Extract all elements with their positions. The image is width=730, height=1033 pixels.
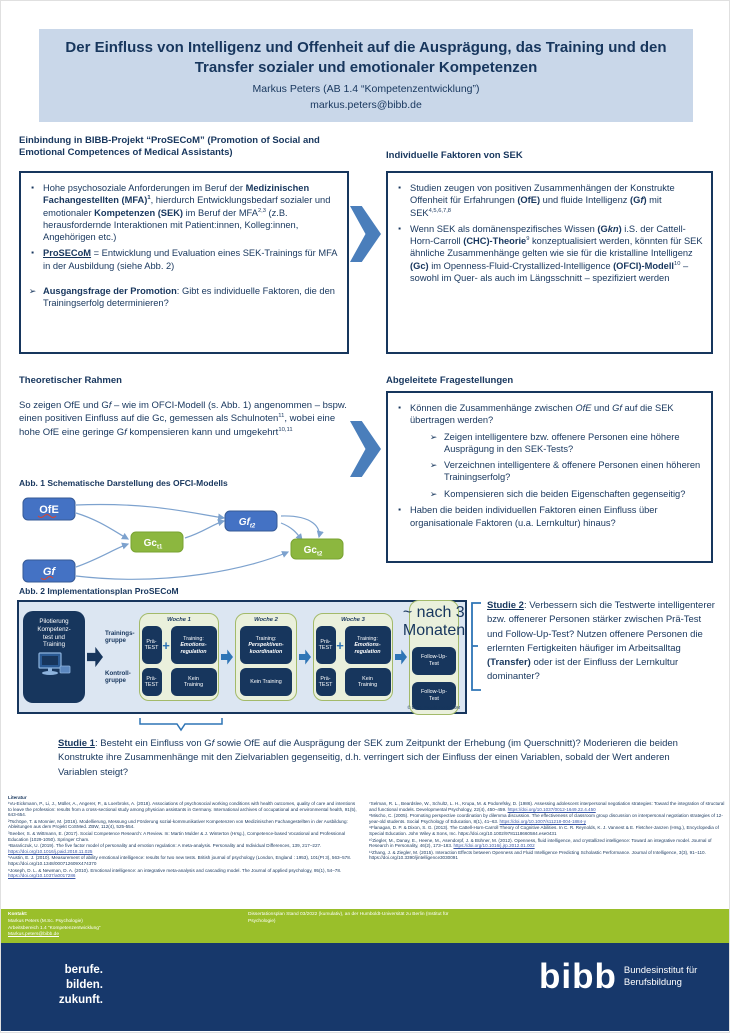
reference: ²Tschöpe, T. & Monnier, M. (2016). Modellierung, Messung und Förderung sozial-kommunikativer Kompetenzen von Medizinischen Fachangestellten in der Ausbildung: Ableitungen aus dem Projekt CoSMed. ZBW, 112(4), 525-554.: [8, 818, 348, 830]
follow-up-test-box: Follow-Up- Test: [412, 682, 456, 710]
factors-bullet-1-text: Studien zeugen von positiven Zusammenhängen der Konstrukte Offenheit für Erfahrungen (OfE) und fluide Intelligenz (Gf) mit SEK$^{4,5,6,7,8}$: [410, 183, 675, 218]
ofci-model-diagram: [19, 490, 351, 586]
ofci-node-gc-t2: [291, 539, 343, 559]
square-bullet-icon: ▪: [398, 183, 401, 192]
doi-link[interactable]: https://doi.org/10.1016/j.paid.2018.11.025: [8, 848, 93, 854]
poster-title-line2: Transfer sozialer und emotionaler Kompetenzen: [194, 59, 538, 77]
ofci-node-ofe: [23, 498, 75, 520]
doi-link[interactable]: https://doi.org/10.1016/j.jrp.2012.01.002: [453, 843, 535, 849]
arrowhead-bullet-icon: ➢: [429, 488, 438, 499]
implementation-plan-diagram: [17, 600, 467, 714]
svg-text:OfE: OfE: [39, 504, 59, 516]
week1-title: Woche 1: [167, 616, 191, 623]
training-perspective-box: Training: Perspektiven- koordination: [240, 626, 292, 664]
control-group-label: Kontroll- gruppe: [105, 669, 131, 684]
intro-bullet-3-text: Ausgangsfrage der Promotion: Gibt es individuelle Faktoren, die den Trainingserfolg determinieren?: [43, 285, 335, 309]
flow-arrow-icon: [221, 648, 233, 666]
reference: ⁵Austin, E. J. (2010). Measurement of ability emotional intelligence: results for two new tests. British journal of psychology (London, England : 1953), 101(Pt 3), 563–578. https://doi.org/10.1348/000712609X474370: [8, 855, 352, 866]
theory-heading: Theoretischer Rahmen: [19, 375, 122, 386]
plus-icon: [336, 639, 344, 652]
follow-up-title: ~ nach 3 Monaten: [402, 603, 466, 639]
question-bullet-2: [394, 504, 703, 529]
svg-text:Gct1: $Gc_{t1}$: [143, 538, 163, 551]
pretest-box: Prä- TEST: [142, 668, 162, 696]
arrowhead-bullet-icon: ➢: [28, 285, 37, 296]
bibb-logo: [539, 957, 698, 996]
intro-box: [19, 171, 349, 354]
question-sub-2-text: Verzeichnen intelligentere & offenere Personen einen höheren Trainingserfolg?: [444, 460, 701, 483]
question-sub-3: [428, 488, 703, 501]
ofci-paths: [76, 504, 319, 579]
no-training-box: Kein Training: [240, 668, 292, 696]
intro-bullet-1-text: Hohe psychosoziale Anforderungen im Beruf der Medizinischen Fachangestellten (MFA)$^1$, hierdurch Entwicklungsbedarf sozialer und emotionaler Kompetenzen (SEK) im Beruf der MFA$^{2,3}$ (z.B. herausfordernde Interaktionen mit Patient:innen, Kolleg:innen, Angehörigen etc.): [43, 183, 331, 243]
ofci-node-gc-t1: [131, 532, 183, 552]
contact-heading: Kontakt:: [8, 912, 28, 917]
week2-title: Woche 2: [254, 616, 278, 623]
fig2-copyright: © BIBB, Projekt ProSECoM: [407, 705, 460, 710]
factors-heading: Individuelle Faktoren von SEK: [386, 150, 523, 161]
chevron-right-icon: [350, 421, 381, 477]
question-sub-3-text: Kompensieren sich die beiden Eigenschaften gegenseitig?: [444, 488, 686, 499]
doi-link[interactable]: https://doi.org/10.1007/s11218-004-1884-y: [499, 818, 586, 824]
ofci-node-gf-t2: [225, 511, 277, 531]
arrowhead-bullet-icon: ➢: [429, 431, 438, 442]
author-email[interactable]: markus.peters@bibb.de: [310, 98, 422, 111]
reference: ¹⁰Ziegler, M., Danay, E., Heene, M., Asendorpf, J. & Bühner, M. (2012). Openness, fluid intelligence, and crystallized intelligence: Toward an integrative model. Journal of Research in Personality, 46(2), 173–183. https://doi.org/10.1016/j.jrp.2012.01.002: [369, 837, 712, 849]
square-bullet-icon: ▪: [398, 403, 401, 412]
intro-bullet-3: [27, 285, 339, 310]
svg-text:Gct2: $Gc_{t2}$: [303, 545, 323, 558]
flow-arrow-icon: [395, 648, 407, 666]
pretest-box: Prä- TEST: [316, 668, 336, 696]
study2-paragraph: Studie 2: Verbessern sich die Testwerte intelligenterer bzw. offenerer Personen stärker zwischen Prä-Test und Follow-Up-Test? Nutzen offenere Personen die erlernten Fertigkeiten häufiger im Arbeitsalltag (Transfer) oder ist der Einfluss der Lernkultur dominanter?: [487, 600, 715, 683]
reference: ⁹Flanagan, D. P. & Dixon, S. G. (2013). The Cattell-Horn-Carroll Theory of Cognitive Abilities. In C. R. Reynolds, K. J. Vannest & E. Fletcher-Janzen (Hrsg.), Encyclopedia of Special Education. John Wiley & Sons, Inc. https://doi.org/10.1002/9781118660584.ese0431: [369, 825, 719, 836]
square-bullet-icon: ▪: [31, 248, 34, 258]
factors-box: [386, 171, 713, 354]
week3-title: Woche 3: [341, 616, 365, 623]
theory-paragraph: So zeigen OfE und Gf – wie im OFCI-Modell (s. Abb. 1) angenommen – bspw. einen positiven Einfluss auf die Gc, gemessen als Schulnoten$^{11}$, wobei eine hohe OfE eine geringe Gf kompensieren kann und umgekehrt$^{10,11}$: [19, 400, 347, 438]
intro-heading: Einbindung in BIBB-Projekt “ProSECoM” (Promotion of Social and Emotional Competences of Medical Assistants): [19, 135, 320, 159]
literature-right-column: [369, 801, 726, 862]
reference: ⁸Mischo, C. (2005). Promoting perspective coordination by dilemma discussion. The effectiveness of classroom group discussion on interpersonal negotiation strategies of 12-year-old students. Social Psychology of Education, 8(1), 41–63. https://doi.org/10.1007/s11218-004-1884-y: [369, 813, 723, 824]
footer: [1, 943, 730, 1031]
contact-band: [1, 909, 730, 943]
computer-icon: [36, 652, 72, 678]
doi-link[interactable]: https://doi.org/10.1037/0012-1649.22.4.450: [507, 806, 596, 812]
pretest-box: Prä- TEST: [142, 626, 162, 664]
no-training-box: Kein Training: [171, 668, 217, 696]
question-sub-1-text: Zeigen intelligentere bzw. offenere Personen eine höhere Ausprägung in den SEK-Tests?: [444, 431, 680, 454]
follow-up-test-box: Follow-Up- Test: [412, 647, 456, 675]
training-emotion-box: Training: Emotions- regulation: [171, 626, 217, 664]
contact-unit: Arbeitsbereich 1.4 “Kompetenzentwicklung”: [8, 925, 101, 931]
svg-text:Gft2: $Gf_{t2}$: [238, 517, 256, 530]
poster-header: [39, 29, 693, 122]
bibb-org-name: Bundesinstitut für Berufsbildung: [623, 965, 698, 988]
question-bullet-2-text: Haben die beiden individuellen Faktoren einen Einfluss über organisationale Faktoren (u.a. Lernkultur) hinaus?: [410, 505, 658, 528]
contact-email[interactable]: Markus.peters@bibb.de: [8, 932, 59, 938]
reference: ⁶Joseph, D. L. & Newman, D. A. (2010). Emotional intelligence: an integrative meta-analysis and cascading model. The Journal of applied psychology, 95(1), 54–78. https://doi.org/10.1037/a0017286: [8, 867, 342, 879]
square-bullet-icon: ▪: [31, 183, 34, 192]
week2-box: [235, 613, 297, 702]
question-bullet-1-text: Können die Zusammenhänge zwischen OfE und Gf auf die SEK übertragen werden?: [410, 403, 674, 426]
question-sub-1: [428, 431, 703, 456]
literature-left-column: [8, 801, 360, 880]
no-training-box: Kein Training: [345, 668, 391, 696]
pretest-box: Prä- TEST: [316, 626, 336, 664]
intro-bullet-2: [27, 247, 339, 272]
bibb-logo-wordmark: bibb: [539, 957, 617, 996]
ofci-node-gf: [23, 560, 75, 582]
reference: ¹¹Zhang, J. & Ziegler, M. (2015). Interaction Effects between Openness and Fluid Intelligence Predicting Scholastic Performance. Journal of Intelligence, 3(3), 91–110. https://doi.org/10.3390/jintelligence3030091: [369, 849, 706, 861]
week3-box: [313, 613, 393, 702]
square-bullet-icon: ▪: [398, 505, 401, 515]
contact-name: Markus Peters (M.Sc. Psychologie): [8, 918, 83, 924]
dissertation-note: Dissertationsplan Stand 03/2022 (kumulativ), an der Humboldt-Universität zu Berlin (Institut für Psychologie): [248, 912, 449, 924]
training-group-label: Trainings- gruppe: [105, 629, 135, 644]
question-sub-2: [428, 459, 703, 484]
questions-box: [386, 391, 713, 563]
svg-text:Gf: Gf: [42, 566, 56, 578]
bibb-motto: berufe. bilden. zukunft.: [58, 964, 103, 1006]
reference: ¹Vu-Eickmann, P., Li, J., Müller, A., Angerer, P., & Loerbroks, A. (2018). Associations of psychosocial working conditions with health outcomes, quality of care and intentions to leave the profession: results from a cross-sectional study among physician assistants in Germany. International archives of occupational and environmental health, 91(5), 643-654.: [8, 801, 357, 818]
intro-bullet-1: [27, 182, 339, 243]
plus-icon: [162, 639, 170, 652]
link-bracket: [469, 602, 483, 692]
reference: ⁷Selman, R. L., Beardslee, W., Schultz, L. H., Krupa, M. & Podorefsky, D. (1986). Assessing adolescent interpersonal negotiation strategies: Toward the integration of structural and functional models. Developmental Psychology, 22(4), 450–459. https://doi.org/10.1037/0012-1649.22.4.450: [369, 801, 725, 812]
poster-title-line1: Der Einfluss von Intelligenz und Offenheit auf die Ausprägung, das Training und den: [65, 39, 667, 56]
doi-link[interactable]: https://doi.org/10.1037/a0017286: [8, 873, 76, 879]
reference: ⁴Barańczuk, U. (2019). The five factor model of personality and emotion regulation: A meta-analysis. Personality and Individual Differences, 139, 217–227. https://doi.org/10.1016/j.paid.2018.11.025: [8, 843, 322, 854]
group-labels: [105, 617, 137, 697]
follow-up-box: [402, 600, 466, 715]
fig1-caption: Abb. 1 Schematische Darstellung des OFCI-Modells: [19, 478, 228, 488]
author-line: Markus Peters (AB 1.4 “Kompetenzentwicklung”): [252, 82, 480, 95]
factors-bullet-1: [394, 182, 703, 219]
contact-block: [8, 912, 238, 939]
chevron-right-icon: [350, 206, 381, 262]
reference: ³Seeber, S. & Wittmann, E. (2017). Social Competence Research: A Review. In: Martin Mulder & J. Winterton (Hrsg.), Competence-based Vocational and Professional Education (1029-1050). Springer Cham.: [8, 830, 346, 842]
underbrace: [139, 717, 223, 732]
arrowhead-bullet-icon: ➢: [429, 460, 438, 471]
flow-arrow-icon: [299, 648, 311, 666]
training-emotion-box: Training: Emotions- regulation: [345, 626, 391, 664]
square-bullet-icon: ▪: [398, 223, 401, 233]
study1-paragraph: Studie 1: Besteht ein Einfluss von Gf sowie OfE auf die Ausprägung der SEK zum Zeitpunkt der Erhebung (im Querschnitt)? Moderieren die beiden Konstrukte ihre Zusammenhänge mit den Zielvariablen gegenseitig, d.h. verringert sich der Einfluss der einen Variablen, sobald der Wert anderen Variablen steigt?: [58, 738, 678, 778]
fig2-caption: Abb. 2 Implementationsplan ProSECoM: [19, 586, 179, 596]
week1-box: [139, 613, 219, 702]
factors-bullet-2-text: Wenn SEK als domänenspezifisches Wissen (Gkn) i.S. der Cattell-Horn-Carroll (CHC)-Theorie$^9$ konzeptualisiert werden, könnten für SEK ähnliche Zusammenhänge gelten wie sie für die kristalline Intelligenz (Gc) im Openness-Fluid-Crystallized-Intelligence (OFCI)-Modell$^{10}$ – sowohl im Quer- als auch im Längsschnitt – spezifiziert werden: [410, 223, 703, 283]
questions-heading: Abgeleitete Fragestellungen: [386, 375, 514, 386]
intro-bullet-2-text: ProSECoM = Entwicklung und Evaluation eines SEK-Trainings für MFA in der Ausbildung (siehe Abb. 2): [43, 248, 337, 271]
question-bullet-1: [394, 402, 703, 427]
factors-bullet-2: [394, 223, 703, 284]
literature-heading: Literatur: [8, 795, 27, 800]
flow-arrow-icon: [87, 645, 103, 669]
pilot-box: Pilotierung Kompetenz- test und Training: [23, 611, 85, 703]
